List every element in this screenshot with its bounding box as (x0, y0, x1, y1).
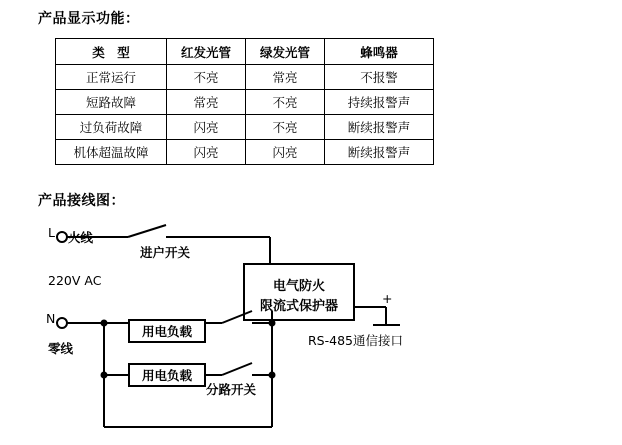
table-header-cell: 蜂鸣器 (325, 39, 434, 65)
terminal-l-label: L (48, 225, 55, 240)
table-cell: 闪亮 (167, 115, 246, 140)
load-box-1: 用电负载 (128, 319, 206, 343)
load-box-2: 用电负载 (128, 363, 206, 387)
table-row (56, 90, 434, 115)
table-cell: 持续报警声 (325, 90, 434, 115)
table-cell: 短路故障 (56, 90, 167, 115)
table-header-row (56, 39, 434, 65)
table-cell: 常亮 (246, 65, 325, 90)
controller-label-line2: 限流式保护器 (259, 299, 338, 314)
wiring-diagram-heading: 产品接线图： (38, 193, 125, 209)
live-wire-label: 火线 (68, 230, 94, 245)
junction-dot (269, 372, 276, 379)
controller-label-line1: 电气防火 (272, 279, 325, 294)
table-cell: 不报警 (325, 65, 434, 90)
incoming-switch-label: 进户开关 (140, 245, 191, 260)
junction-dot (101, 320, 108, 327)
junction-dot (101, 372, 108, 379)
table-cell: 闪亮 (246, 140, 325, 165)
table-cell: 不亮 (246, 90, 325, 115)
display-function-table-wrap (55, 38, 434, 165)
table-header-cell: 绿发光管 (246, 39, 325, 65)
table-cell: 常亮 (167, 90, 246, 115)
incoming-switch-blade (128, 225, 166, 237)
wiring-diagram (0, 215, 622, 445)
rs485-interface-label: RS-485通信接口 (308, 333, 403, 348)
table-row (56, 140, 434, 165)
controller-box (243, 263, 355, 321)
neutral-wire-label: 零线 (48, 341, 74, 356)
table-header-cell: 类 型 (56, 39, 167, 65)
table-cell: 不亮 (167, 65, 246, 90)
table-row (56, 65, 434, 90)
wiring-lines (0, 215, 622, 445)
table-cell: 不亮 (246, 115, 325, 140)
terminal-l-node (57, 232, 67, 242)
table-cell: 断续报警声 (325, 140, 434, 165)
table-header-cell: 红发光管 (167, 39, 246, 65)
table-row (56, 115, 434, 140)
branch-switch-label: 分路开关 (206, 382, 257, 397)
table-cell: 过负荷故障 (56, 115, 167, 140)
branch-switch-2-blade (222, 363, 252, 375)
display-function-heading: 产品显示功能： (38, 11, 140, 27)
display-function-table (55, 38, 434, 165)
table-cell: 断续报警声 (325, 115, 434, 140)
rs485-plus-label: + (382, 291, 393, 306)
table-cell: 机体超温故障 (56, 140, 167, 165)
terminal-n-node (57, 318, 67, 328)
table-cell: 正常运行 (56, 65, 167, 90)
terminal-n-label: N (46, 311, 56, 326)
table-cell: 闪亮 (167, 140, 246, 165)
voltage-label: 220V AC (48, 273, 102, 288)
